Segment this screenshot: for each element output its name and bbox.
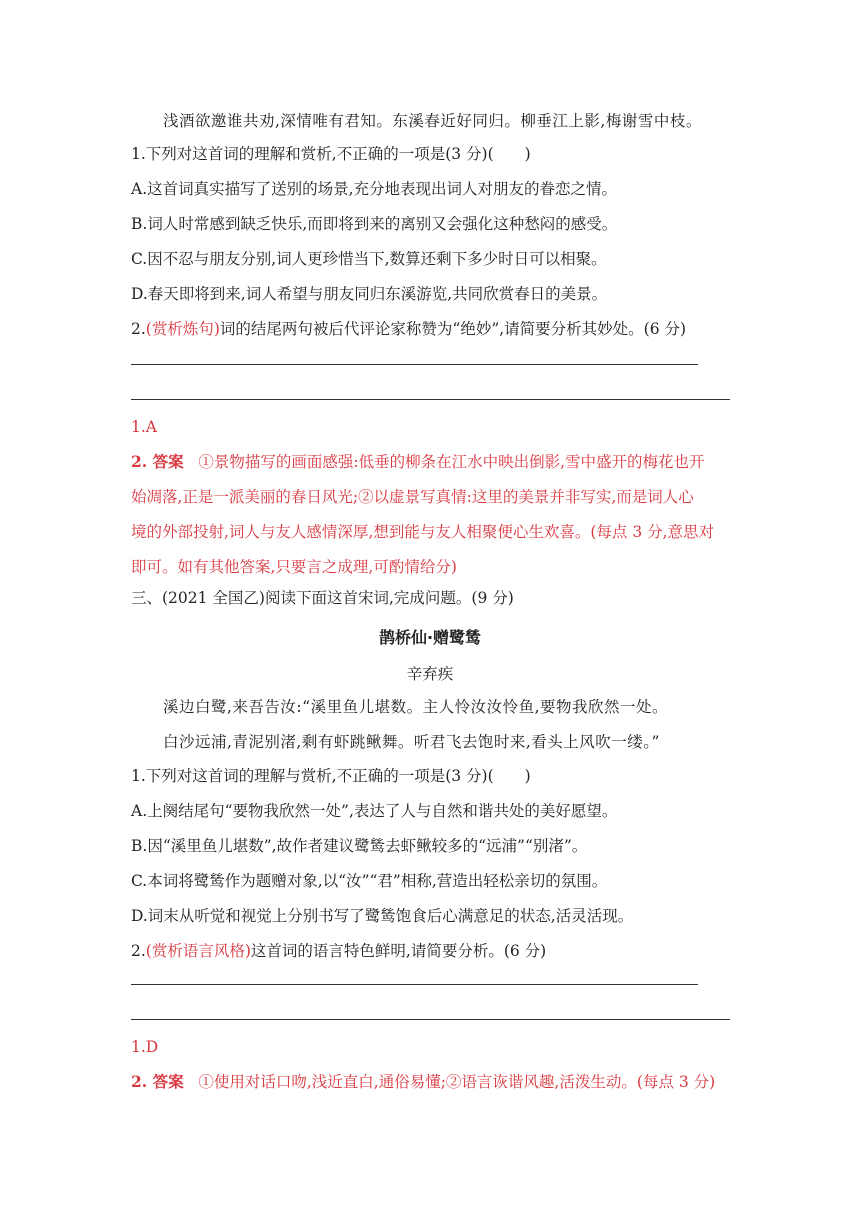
answer-label: 2. 答案: [131, 452, 184, 471]
poem-line-1: 溪边白鹭,来吾告汝:“溪里鱼儿堪数。主人怜汝汝怜鱼,要物我欣然一处。: [163, 698, 669, 716]
answer-line: [131, 364, 698, 365]
option-b: B.因“溪里鱼儿堪数”,故作者建议鹭鸶去虾鳅较多的“远浦”“别渚”。: [131, 837, 588, 855]
question-1: 1.下列对这首词的理解和赏析,不正确的一项是(3 分)( ): [131, 145, 531, 163]
question-tag: (赏析炼句): [145, 320, 220, 338]
question-number: 2.: [131, 942, 146, 960]
question-2: [131, 318, 686, 340]
section-heading: 三、(2021 全国乙)阅读下面这首宋词,完成问题。(9 分): [131, 589, 514, 607]
answer-text: ①景物描写的画面感强:低垂的柳条在江水中映出倒影,雪中盛开的梅花也开: [198, 453, 705, 471]
option-d: D.春天即将到来,词人希望与朋友同归东溪游览,共同欣赏春日的美景。: [131, 285, 608, 303]
section-divider: [131, 1019, 730, 1020]
answer-2-line-4: 即可。如有其他答案,只要言之成理,可酌情给分): [131, 558, 457, 576]
answer-label: 2. 答案: [131, 1072, 184, 1091]
option-d: D.词末从听觉和视觉上分别书写了鹭鸶饱食后心满意足的状态,活灵活现。: [131, 907, 634, 925]
question-number: 2.: [131, 320, 146, 338]
answer-1: 1.A: [131, 418, 157, 436]
question-text: 这首词的语言特色鲜明,请简要分析。(6 分): [250, 942, 547, 960]
answer-line: [131, 984, 698, 985]
option-c: C.因不忍与朋友分别,词人更珍惜当下,数算还剩下多少时日可以相聚。: [131, 250, 607, 268]
answer-2-line-1: [131, 451, 705, 473]
poem-line-2: 白沙远浦,青泥别渚,剩有虾跳鳅舞。听君飞去饱时来,看头上风吹一缕。”: [163, 733, 660, 751]
poem-author: 辛弃疾: [406, 665, 454, 683]
poem-last-line: 浅酒欲邀谁共劝,深情唯有君知。东溪春近好同归。柳垂江上影,梅谢雪中枝。: [163, 112, 702, 130]
option-b: B.词人时常感到缺乏快乐,而即将到来的离别又会强化这种愁闷的感受。: [131, 215, 618, 233]
poem-title: 鹊桥仙·赠鹭鸶: [378, 628, 482, 647]
question-text: 词的结尾两句被后代评论家称赞为“绝妙”,请简要分析其妙处。(6 分): [219, 320, 687, 338]
answer-1: 1.D: [131, 1038, 159, 1056]
question-2: [131, 940, 546, 962]
option-a: A.上阕结尾句“要物我欣然一处”,表达了人与自然和谐共处的美好愿望。: [131, 802, 618, 820]
option-c: C.本词将鹭鸶作为题赠对象,以“汝”“君”相称,营造出轻松亲切的氛围。: [131, 872, 608, 890]
answer-2-line-2: 始凋落,正是一派美丽的春日风光;②以虚景写真情:这里的美景并非写实,而是词人心: [131, 488, 694, 506]
answer-text: ①使用对话口吻,浅近直白,通俗易懂;②语言诙谐风趣,活泼生动。(每点 3 分): [198, 1073, 716, 1091]
answer-2: [131, 1071, 715, 1093]
option-a: A.这首词真实描写了送别的场景,充分地表现出词人对朋友的眷恋之情。: [131, 180, 618, 198]
question-1: 1.下列对这首词的理解与赏析,不正确的一项是(3 分)( ): [131, 767, 531, 785]
section-divider: [131, 399, 730, 400]
question-tag: (赏析语言风格): [145, 942, 251, 960]
answer-2-line-3: 境的外部投射,词人与友人感情深厚,想到能与友人相聚便心生欢喜。(每点 3 分,意思对: [131, 523, 715, 541]
